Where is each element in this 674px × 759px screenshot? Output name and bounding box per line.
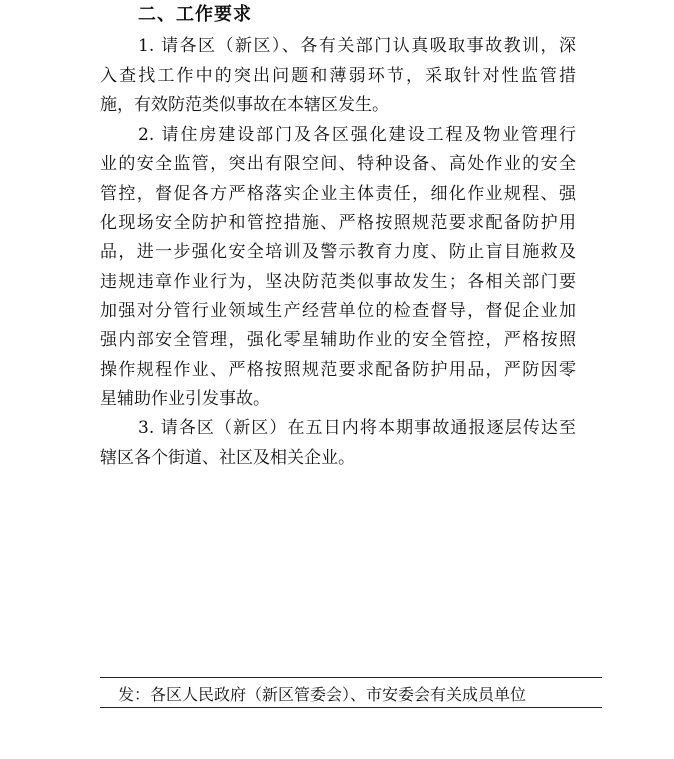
item-2-line-7: 加强对分管行业领域生产经营单位的检查督导，督促企业加 <box>100 301 576 321</box>
item-1-line-2: 入查找工作中的突出问题和薄弱环节，采取针对性监管措 <box>100 66 576 86</box>
item-2-line-2: 业的安全监管，突出有限空间、特种设备、高处作业的安全 <box>100 154 576 174</box>
item-3-line-1: 3. 请各区（新区）在五日内将本期事故通报逐层传达至 <box>138 418 576 438</box>
item-2-line-6: 违规违章作业行为，坚决防范类似事故发生；各相关部门要 <box>100 272 576 292</box>
item-1-line-1: 1. 请各区（新区）、各有关部门认真吸取事故教训，深 <box>138 36 576 56</box>
item-2-line-5: 品，进一步强化安全培训及警示教育力度、防止盲目施救及 <box>100 242 576 262</box>
item-2-line-3: 管控，督促各方严格落实企业主体责任，细化作业规程、强 <box>100 184 576 204</box>
item-1-line-3: 施，有效防范类似事故在本辖区发生。 <box>100 95 389 115</box>
item-3-line-2: 辖区各个街道、社区及相关企业。 <box>100 448 355 468</box>
footer-top-rule <box>100 677 602 678</box>
item-2-line-9: 操作规程作业、严格按照规范要求配备防护用品，严防因零 <box>100 360 576 380</box>
item-2-line-4: 化现场安全防护和管控措施、严格按照规范要求配备防护用 <box>100 213 576 233</box>
footer-bottom-rule <box>100 707 602 708</box>
item-2-line-8: 强内部安全管理，强化零星辅助作业的安全管控，严格按照 <box>100 330 576 350</box>
section-heading: 二、工作要求 <box>138 4 252 25</box>
item-2-line-1: 2. 请住房建设部门及各区强化建设工程及物业管理行 <box>138 125 576 145</box>
item-2-line-10: 星辅助作业引发事故。 <box>100 389 270 409</box>
distribution-line: 发：各区人民政府（新区管委会）、市安委会有关成员单位 <box>118 685 527 704</box>
